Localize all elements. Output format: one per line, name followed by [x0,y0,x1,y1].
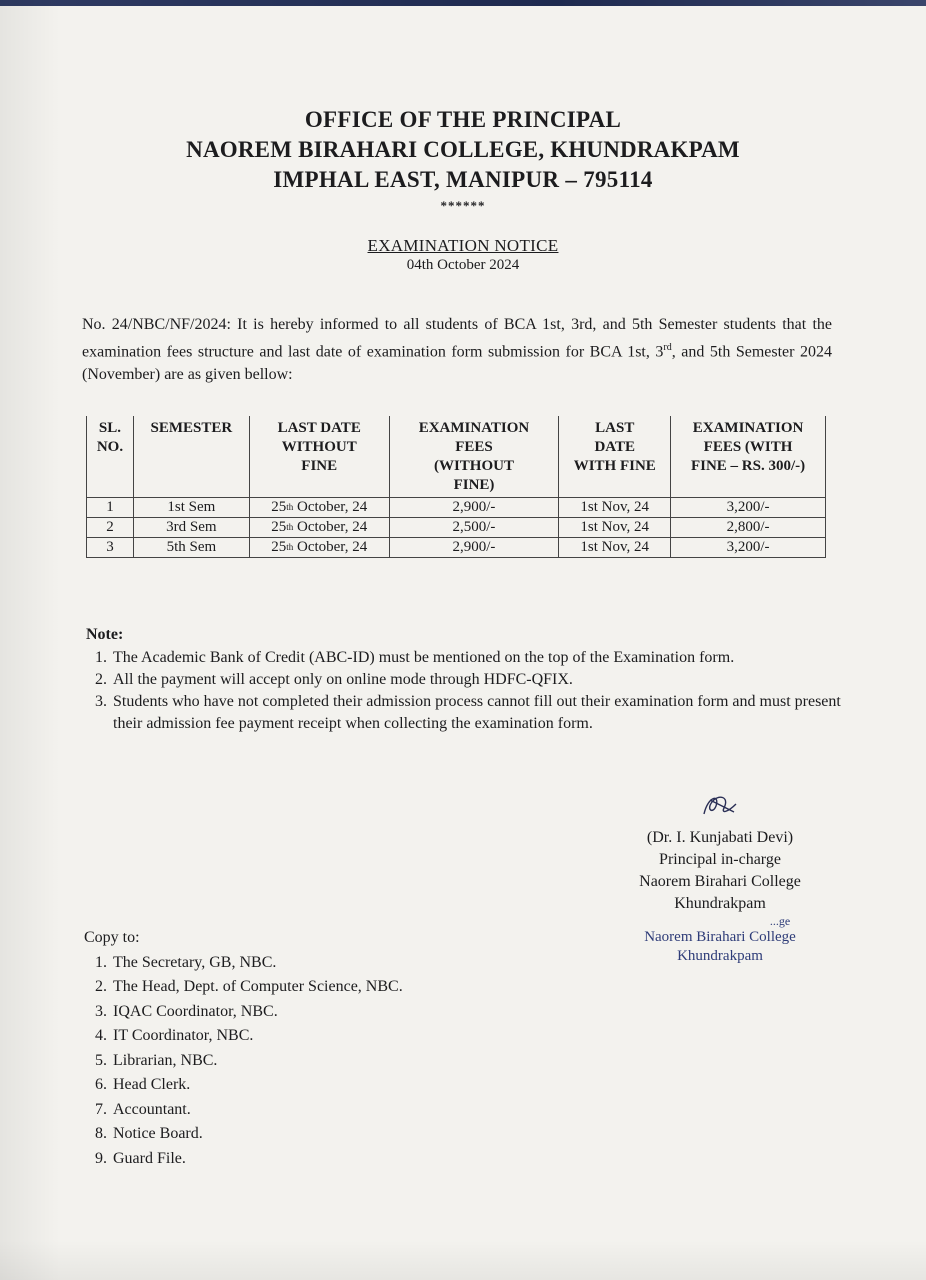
list-item: 2. The Head, Dept. of Computer Science, NBC. [111,975,504,1000]
list-item: 3. IQAC Coordinator, NBC. [111,1000,504,1025]
signatory-college: Naorem Birahari College [639,873,801,890]
list-item: 1. The Academic Bank of Credit (ABC-ID) must be mentioned on the top of the Examination form. [111,647,844,669]
stamp-fragment: ...ge [769,914,791,928]
table-header-row [87,416,826,498]
list-item: 4. IT Coordinator, NBC. [111,1024,504,1049]
college-address: IMPHAL EAST, MANIPUR – 795114 [273,167,653,192]
letterhead [0,104,926,215]
notice-date: 04th October 2024 [406,257,520,273]
header-fees-without-fine: EXAMINATION FEES (WITHOUT FINE) [389,416,559,498]
list-item: 1. The Secretary, GB, NBC. [111,951,504,976]
cell-last-date-fine: 1st Nov, 24 [559,518,671,538]
cell-last-date-fine: 1st Nov, 24 [559,498,671,518]
header-sl-no: SL. NO. [87,416,134,498]
signatory-designation: Principal in-charge [659,851,781,868]
cell-last-date: 25th October, 24 [249,498,389,518]
table-row [87,538,826,558]
list-item: 9. Guard File. [111,1147,504,1172]
cell-semester: 1st Sem [133,498,249,518]
cell-fee-fine: 2,800/- [671,518,826,538]
cell-sl: 3 [87,538,134,558]
notice-title: EXAMINATION NOTICE [367,236,559,255]
cell-semester: 3rd Sem [133,518,249,538]
cell-fee-fine: 3,200/- [671,538,826,558]
table-row [87,498,826,518]
office-title: OFFICE OF THE PRINCIPAL [304,107,622,132]
cell-last-date: 25th October, 24 [249,538,389,558]
cell-semester: 5th Sem [133,538,249,558]
signatory-place: Khundrakpam [674,895,766,912]
copy-to-list [84,951,504,1172]
signatory-name: (Dr. I. Kunjabati Devi) [646,829,794,846]
list-item: 2. All the payment will accept only on online mode through HDFC-QFIX. [111,669,844,691]
cell-last-date-fine: 1st Nov, 24 [559,538,671,558]
cell-fee: 2,500/- [389,518,559,538]
signature-block [600,790,840,915]
table-row [87,518,826,538]
copy-to-heading: Copy to: [84,929,140,946]
notes-list [84,647,844,735]
fees-table [86,416,826,558]
intro-superscript: rd [663,342,672,353]
header-last-date-with-fine: LAST DATE WITH FINE [559,416,671,498]
header-last-date-without-fine: LAST DATE WITHOUT FINE [249,416,389,498]
cell-fee: 2,900/- [389,498,559,518]
intro-text: No. 24/NBC/NF/2024: It is hereby informed to all students of BCA 1st, 3rd, and 5th Semester students that the examination fees structure and last date of examination form submission for BCA 1st, 3 [82,316,832,361]
cell-sl: 1 [87,498,134,518]
stamp-place: Khundrakpam [677,948,763,964]
notice-heading [0,236,926,275]
notes-heading: Note: [86,626,124,643]
cell-sl: 2 [87,518,134,538]
stamp-college: Naorem Birahari College [644,929,796,945]
list-item: 7. Accountant. [111,1098,504,1123]
header-separator: ****** [440,198,486,213]
notes-section [84,624,844,735]
paper-shadow-bottom [0,1240,926,1280]
notice-intro [82,313,832,386]
header-semester: SEMESTER [133,416,249,498]
cell-last-date: 25th October, 24 [249,518,389,538]
intro-text-end: , and 5th Semester 2024 (November) are as given bellow: [82,343,832,384]
college-name: NAOREM BIRAHARI COLLEGE, KHUNDRAKPAM [186,137,740,162]
cell-fee: 2,900/- [389,538,559,558]
photo-top-edge [0,0,926,6]
list-item: 6. Head Clerk. [111,1073,504,1098]
college-stamp [610,914,830,966]
list-item: 8. Notice Board. [111,1122,504,1147]
header-fees-with-fine: EXAMINATION FEES (WITH FINE – RS. 300/-) [671,416,826,498]
signature-scribble [690,790,750,820]
copy-to-section [84,926,504,1171]
list-item: 5. Librarian, NBC. [111,1049,504,1074]
list-item: 3. Students who have not completed their admission process cannot fill out their examination form and must present their admission fee payment receipt when collecting the examination form. [111,691,844,735]
cell-fee-fine: 3,200/- [671,498,826,518]
